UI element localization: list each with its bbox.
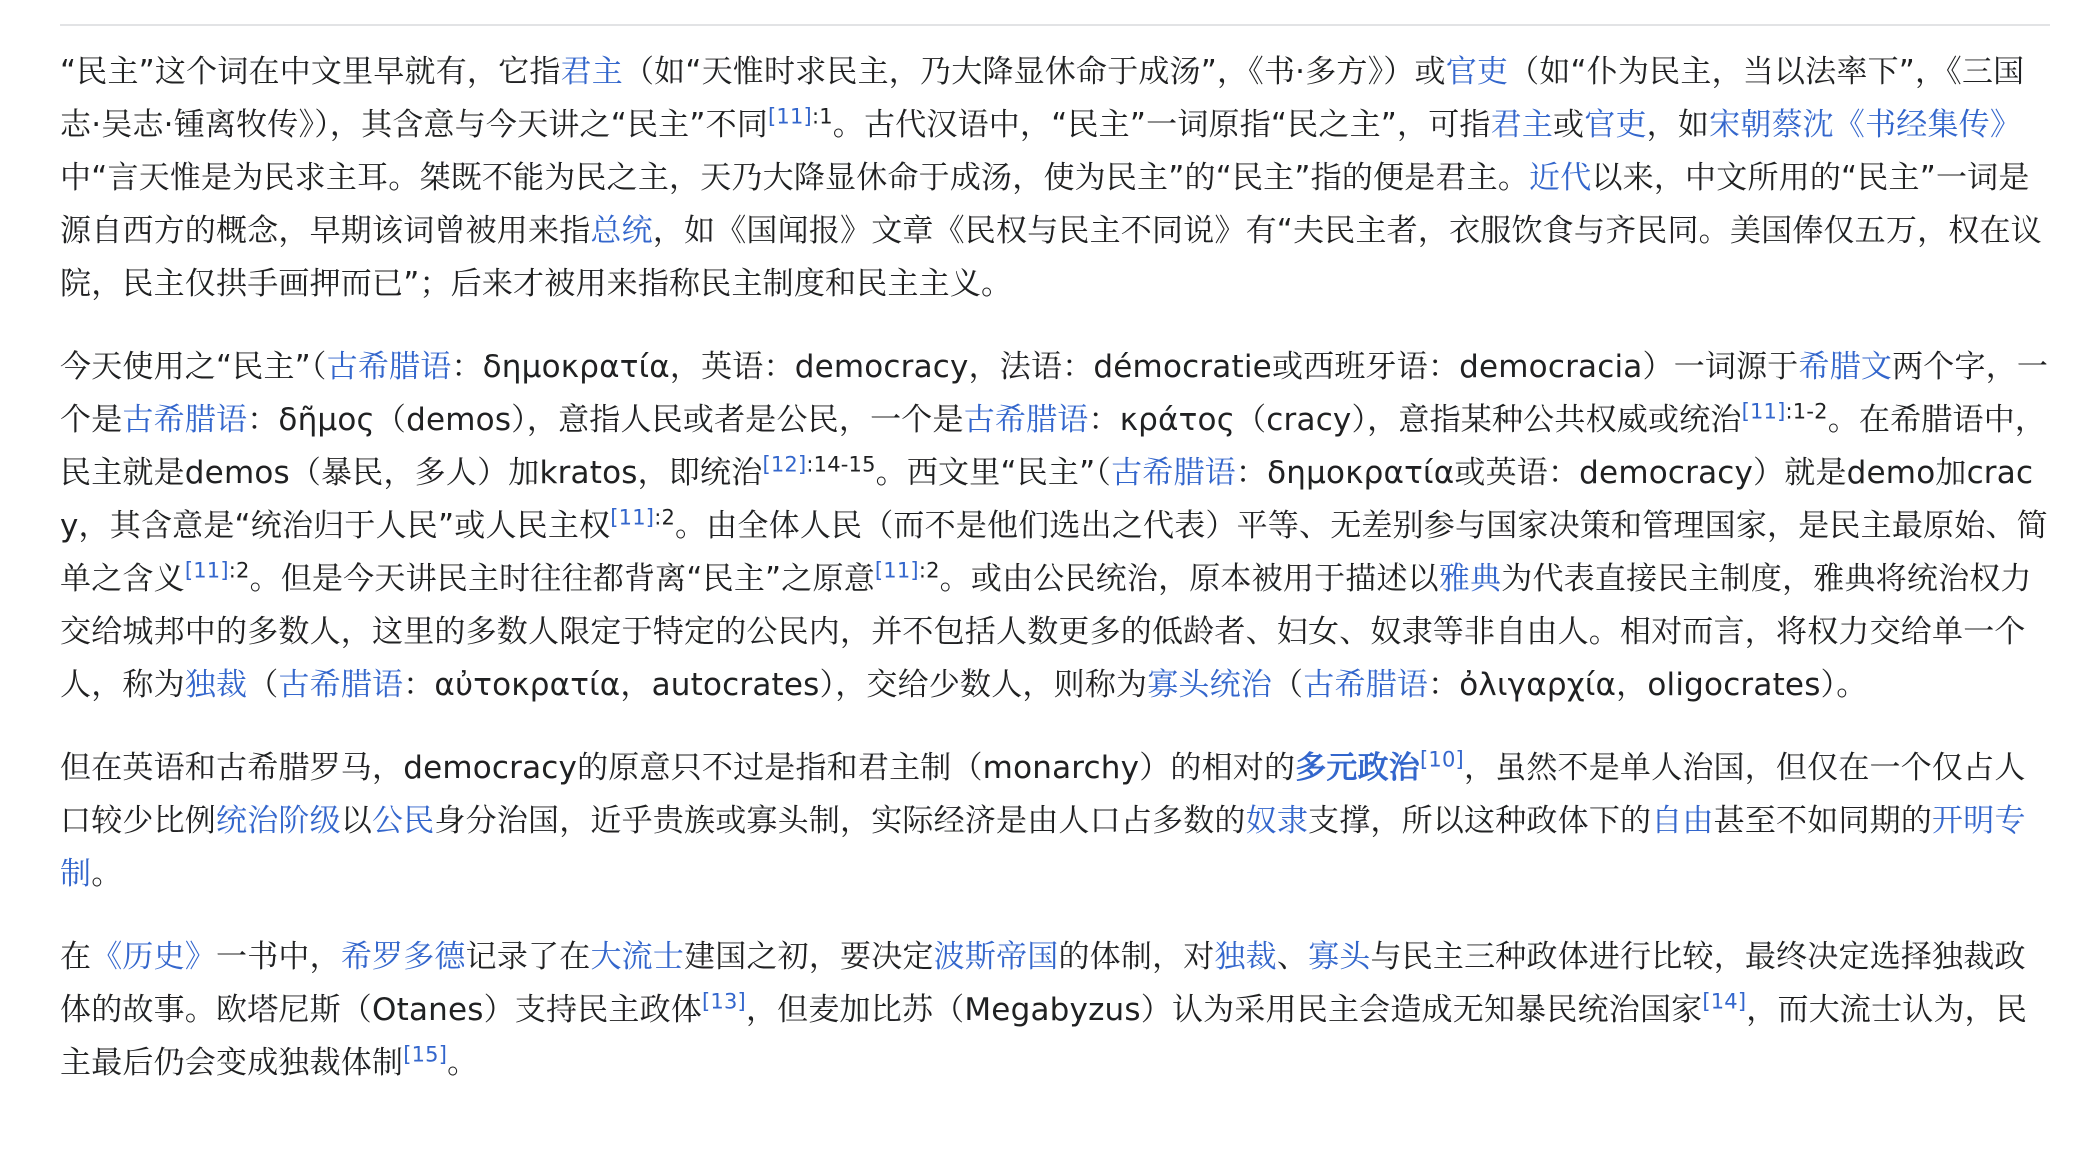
text-run: 甚至不如同期的 bbox=[1713, 803, 1933, 839]
citation-page: :1-2 bbox=[1785, 399, 1828, 424]
citation bbox=[185, 559, 250, 583]
text-run: 。由全体人民（而不是他们选出之代表）平等、无差别参与国家决策和管理国家，是民主最原始、简单之含义 bbox=[60, 508, 2048, 597]
text-run: “民主”这个词在中文里早就有，它指 bbox=[60, 54, 561, 90]
text-run: 、 bbox=[1276, 939, 1309, 975]
citation bbox=[403, 1043, 447, 1067]
link-persian-empire[interactable]: 波斯帝国 bbox=[933, 939, 1059, 975]
paragraph-etymology-greek bbox=[60, 341, 2050, 712]
text-run: ，而大流士认为，民主最后仍会变成独裁体制 bbox=[60, 992, 2028, 1081]
link-ancient-greek[interactable]: 古希腊语 bbox=[963, 402, 1089, 438]
citation-page: :2 bbox=[228, 558, 250, 583]
link-ancient-greek[interactable]: 古希腊语 bbox=[1111, 455, 1236, 491]
text-run: 以来，中文所用的“民主”一词是源自西方的概念，早期该词曾被用来指 bbox=[60, 160, 2030, 249]
link-athens[interactable]: 雅典 bbox=[1438, 561, 1502, 597]
text-run: ：δῆμος（demos），意指人民或者是公民，一个是 bbox=[247, 402, 964, 438]
citation-page: :2 bbox=[918, 558, 940, 583]
text-run: 或 bbox=[1553, 107, 1585, 143]
link-jindai[interactable]: 近代 bbox=[1529, 160, 1592, 196]
link-citizen[interactable]: 公民 bbox=[372, 803, 435, 839]
paragraph-original-meaning bbox=[60, 742, 2050, 901]
text-run: ：αὐτοκρατία，autocrates），交给少数人，则称为 bbox=[403, 667, 1148, 703]
ref-10[interactable]: [10] bbox=[1420, 747, 1464, 772]
text-run: 但在英语和古希腊罗马，democracy的原意只不过是指和君主制（monarchy）的相对的 bbox=[60, 750, 1296, 786]
link-ancient-greek[interactable]: 古希腊语 bbox=[278, 667, 404, 703]
text-run: ：δημοκρατία或英语：democracy）就是demo加cracy，其含意是“统治归于人民”或人民主权 bbox=[60, 455, 2034, 544]
text-run: 与民主三种政体进行比较，最终决定选择独裁政体的故事。欧塔尼斯（Otanes）支持民主政体 bbox=[60, 939, 2026, 1028]
link-zongtong[interactable]: 总统 bbox=[590, 213, 653, 249]
ref-15[interactable]: [15] bbox=[403, 1042, 448, 1067]
link-histories[interactable]: 《历史》 bbox=[91, 939, 217, 975]
link-ruling-class[interactable]: 统治阶级 bbox=[216, 803, 341, 839]
link-darius[interactable]: 大流士 bbox=[590, 939, 685, 975]
link-shujing-jizhuan[interactable]: 《书经集传》 bbox=[1833, 107, 2022, 143]
ref-11[interactable]: [11] bbox=[874, 558, 919, 583]
ref-11[interactable]: [11] bbox=[1741, 399, 1786, 424]
text-run: 中“言天惟是为民求主耳。桀既不能为民之主，天乃大降显休命于成汤，使为民主”的“民主”指的便是君主。 bbox=[60, 160, 1530, 196]
link-cai-shen[interactable]: 宋朝蔡沈 bbox=[1709, 107, 1834, 143]
citation bbox=[768, 105, 833, 129]
text-run: （如“天惟时求民主，乃大降显休命于成汤”，《书·多方》）或 bbox=[622, 54, 1446, 90]
article-body bbox=[60, 46, 2050, 1090]
link-autocracy[interactable]: 独裁 bbox=[1214, 939, 1277, 975]
ref-14[interactable]: [14] bbox=[1702, 989, 1747, 1014]
link-oligarchy[interactable]: 寡头统治 bbox=[1147, 667, 1273, 703]
ref-13[interactable]: [13] bbox=[702, 989, 746, 1014]
ref-11[interactable]: [11] bbox=[184, 558, 229, 583]
text-run: 今天使用之“民主”（ bbox=[60, 349, 327, 385]
text-run: ，但麦加比苏（Megabyzus）认为采用民主会造成无知暴民统治国家 bbox=[745, 992, 1703, 1028]
text-run: 记录了在 bbox=[465, 939, 591, 975]
text-run: （ bbox=[1272, 667, 1304, 703]
link-junzhu[interactable]: 君主 bbox=[560, 54, 623, 90]
paragraph-etymology-chinese bbox=[60, 46, 2050, 311]
link-polyarchy[interactable]: 多元政治 bbox=[1295, 750, 1421, 786]
ref-11[interactable]: [11] bbox=[610, 505, 655, 530]
text-run: ，虽然不是单人治国，但仅在一个仅占人口较少比例 bbox=[60, 750, 2026, 839]
link-greek-language[interactable]: 希腊文 bbox=[1798, 349, 1893, 385]
text-run: ：δημοκρατία，英语：democracy，法语：démocratie或西班牙语：democracia）一词源于 bbox=[451, 349, 1799, 385]
citation bbox=[1742, 400, 1828, 424]
citation bbox=[702, 990, 746, 1014]
text-run: 为代表直接民主制度，雅典将统治权力交给城邦中的多数人，这里的多数人限定于特定的公民内，并不包括人数更多的低龄者、妇女、奴隶等非自由人。相对而言，将权力交给单一个人，称为 bbox=[60, 561, 2032, 703]
link-enlightened-absolutism[interactable]: 开明专制 bbox=[60, 803, 2026, 892]
citation bbox=[1702, 990, 1746, 1014]
text-run: 一书中， bbox=[216, 939, 341, 975]
section-divider bbox=[60, 24, 2050, 26]
text-run: 。或由公民统治，原本被用于描述以 bbox=[939, 561, 1439, 597]
link-guanli[interactable]: 官吏 bbox=[1445, 54, 1509, 90]
citation-page: :1 bbox=[811, 104, 833, 129]
link-herodotus[interactable]: 希罗多德 bbox=[340, 939, 466, 975]
text-run: ，如《国闻报》文章《民权与民主不同说》有“夫民主者，衣服饮食与齐民同。美国俸仅五万，权在议院，民主仅拱手画押而已”；后来才被用来指称民主制度和民主主义。 bbox=[60, 213, 2042, 302]
text-run: 。 bbox=[91, 856, 123, 892]
text-run: 。 bbox=[447, 1045, 479, 1081]
citation-page: :14-15 bbox=[806, 452, 876, 477]
text-run: 身分治国，近乎贵族或寡头制，实际经济是由人口占多数的 bbox=[434, 803, 1246, 839]
paragraph-herodotus bbox=[60, 931, 2050, 1090]
text-run: 建国之初，要决定 bbox=[684, 939, 934, 975]
link-ancient-greek[interactable]: 古希腊语 bbox=[1303, 667, 1429, 703]
link-junzhu[interactable]: 君主 bbox=[1490, 107, 1554, 143]
link-slave[interactable]: 奴隶 bbox=[1245, 803, 1309, 839]
text-run: 在 bbox=[60, 939, 92, 975]
citation bbox=[762, 453, 875, 477]
text-run: 。西文里“民主”（ bbox=[875, 455, 1112, 491]
text-run: （ bbox=[247, 667, 279, 703]
link-ancient-greek[interactable]: 古希腊语 bbox=[326, 349, 452, 385]
text-run: ：ὀλιγαρχία，oligocrates）。 bbox=[1428, 667, 1868, 703]
text-run: 支撑，所以这种政体下的 bbox=[1308, 803, 1652, 839]
text-run: 。在希腊语中，民主就是demos（暴民，多人）加kratos，即统治 bbox=[60, 402, 2047, 491]
text-run: （如“仆为民主，当以法率下”，《三国志·吴志·锺离牧传》），其含意与今天讲之“民主”不同 bbox=[60, 54, 2025, 143]
text-run: 。但是今天讲民主时往往都背离“民主”之原意 bbox=[249, 561, 875, 597]
citation-page: :2 bbox=[654, 505, 676, 530]
link-guanli[interactable]: 官吏 bbox=[1584, 107, 1647, 143]
link-liberty[interactable]: 自由 bbox=[1651, 803, 1714, 839]
ref-11[interactable]: [11] bbox=[768, 104, 812, 129]
citation bbox=[610, 506, 675, 530]
text-run: 的体制，对 bbox=[1058, 939, 1215, 975]
citation bbox=[875, 559, 940, 583]
link-ancient-greek[interactable]: 古希腊语 bbox=[122, 402, 248, 438]
text-run: ：κράτος（cracy），意指某种公共权威或统治 bbox=[1088, 402, 1742, 438]
article-content bbox=[60, 0, 2050, 1120]
text-run: 。古代汉语中，“民主”一词原指“民之主”，可指 bbox=[832, 107, 1491, 143]
citation bbox=[1420, 748, 1464, 772]
text-run: 以 bbox=[340, 803, 373, 839]
text-run: 两个字，一个是 bbox=[60, 349, 2049, 438]
text-run: ，如 bbox=[1646, 107, 1710, 143]
ref-12[interactable]: [12] bbox=[762, 452, 807, 477]
link-autocracy[interactable]: 独裁 bbox=[184, 667, 248, 703]
link-oligarchy[interactable]: 寡头 bbox=[1308, 939, 1371, 975]
